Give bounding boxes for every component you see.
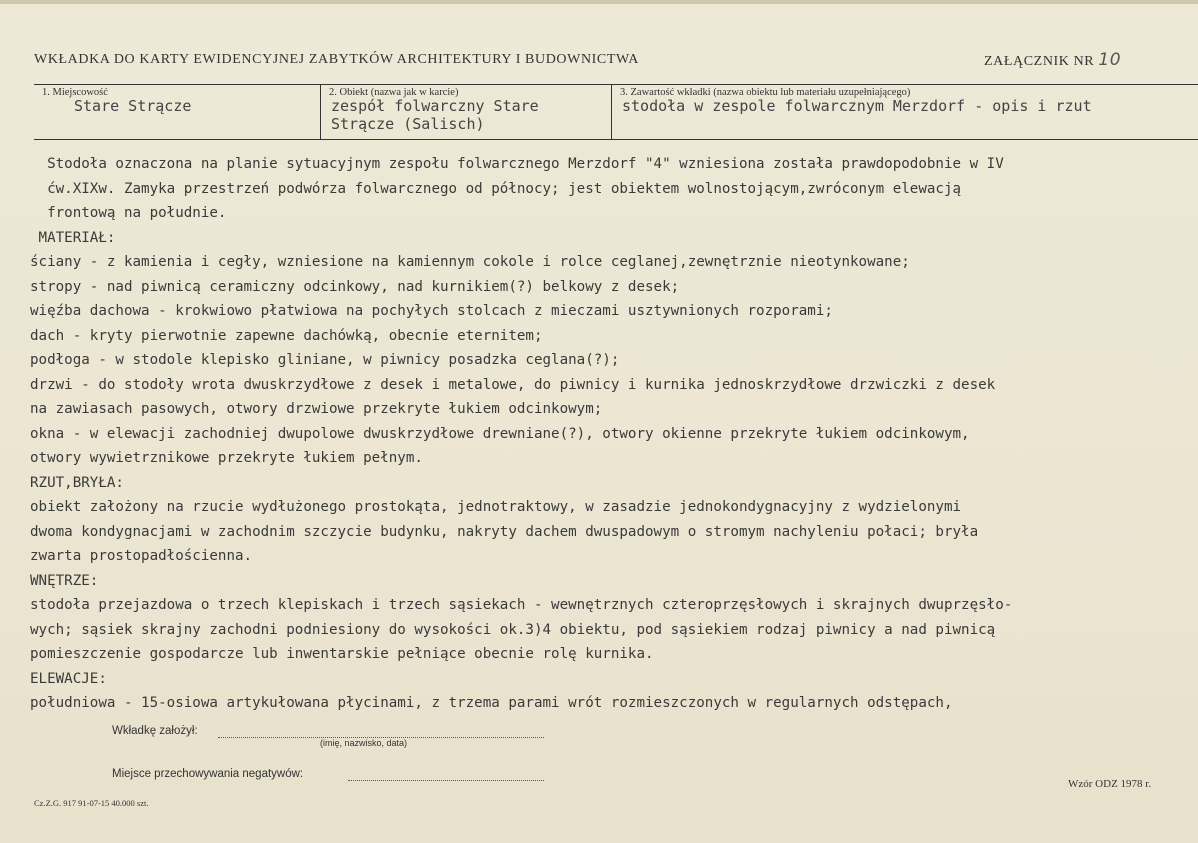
body-line: stodoła przejazdowa o trzech klepiskach i trzech sąsiekach - wewnętrznych czteroprzęsłowych i skrajnych dwuprzęsło- <box>30 597 1013 613</box>
field-locality <box>34 85 321 139</box>
body-line: RZUT,BRYŁA: <box>30 474 124 491</box>
attachment-number <box>984 50 1121 70</box>
field-content <box>612 85 1198 139</box>
body-line: wych; sąsiek skrajny zachodni podniesiony do wysokości ok.3)4 obiektu, pod sąsiekiem rodzaj piwnicy a nad piwnicą <box>30 621 996 638</box>
body-line: pomieszczenie gospodarcze lub inwentarskie pełniące obecnie rolę kurnika. <box>30 646 654 662</box>
body-line: południowa - 15-osiowa artykułowana płycinami, z trzema parami wrót rozmieszczonych w regularnych odstępach, <box>30 695 953 711</box>
body-line: MATERIAŁ: <box>30 229 116 246</box>
print-info: Cz.Z.G. 917 91-07-15 40.000 szt. <box>34 798 149 808</box>
field-content-value: stodoła w zespole folwarcznym Merzdorf - opis i rzut <box>622 97 1092 115</box>
body-line: Stodoła oznaczona na planie sytuacyjnym zespołu folwarcznego Merzdorf "4" wzniesiona została prawdopodobnie w IV <box>30 156 1004 172</box>
body-line: podłoga - w stodole klepisko gliniane, w piwnicy posadzka ceglana(?); <box>30 352 620 368</box>
form-code: Wzór ODZ 1978 r. <box>1068 778 1152 790</box>
field-object-value: zespół folwarczny Stare Strącze (Salisch) <box>331 97 539 133</box>
field-object <box>321 85 612 139</box>
body-line: ściany - z kamienia i cegły, wzniesione na kamiennym cokole i rolce ceglanej,zewnętrznie nieotynkowane; <box>30 254 910 270</box>
body-line: ćw.XIXw. Zamyka przestrzeń podwórza folwarcznego od północy; jest obiektem wolnostojącym,zwróconym elewacją <box>30 180 962 197</box>
body-line: drzwi - do stodoły wrota dwuskrzydłowe z desek i metalowe, do piwnicy i kurnika jednoskrzydłowe drzwiczki z desek <box>30 376 996 393</box>
body-line: więźba dachowa - krokwiowo płatwiowa na pochyłych stolcach z mieczami usztywnionych rozporami; <box>30 303 833 319</box>
body-text <box>30 152 1190 716</box>
body-line: obiekt założony na rzucie wydłużonego prostokąta, jednotraktowy, w zasadzie jednokondygnacyjny z wydzielonymi <box>30 499 962 515</box>
field-content-label: 3. Zawartość wkładki (nazwa obiektu lub materiału uzupełniającego) <box>620 87 911 98</box>
body-line: otwory wywietrznikowe przekryte łukiem pełnym. <box>30 450 423 466</box>
attachment-label: ZAŁĄCZNIK NR <box>984 54 1095 69</box>
field-locality-value: Stare Strącze <box>74 97 192 115</box>
body-line: dach - kryty pierwotnie zapewne dachówką, obecnie eternitem; <box>30 327 543 344</box>
inserted-by-sublabel: (imię, nazwisko, data) <box>320 738 408 748</box>
body-line: WNĘTRZE: <box>30 572 99 589</box>
body-line: na zawiasach pasowych, otwory drzwiowe przekryte łukiem odcinkowym; <box>30 401 603 417</box>
negatives-location-label: Miejsce przechowywania negatywów: <box>112 768 304 780</box>
attachment-number-value: 10 <box>1098 50 1122 70</box>
body-line: zwarta prostopadłościenna. <box>30 548 253 564</box>
body-line: dwoma kondygnacjami w zachodnim szczycie budynku, nakryty dachem dwuspadowym o stromym nachyleniu połaci; bryła <box>30 523 979 540</box>
field-locality-label: 1. Miejscowość <box>42 87 108 98</box>
field-object-label: 2. Obiekt (nazwa jak w karcie) <box>329 87 459 98</box>
body-line: stropy - nad piwnicą ceramiczny odcinkowy, nad kurnikiem(?) belkowy z desek; <box>30 278 680 295</box>
body-line: frontową na południe. <box>30 205 227 221</box>
top-edge <box>0 0 1198 4</box>
document-title: WKŁADKA DO KARTY EWIDENCYJNEJ ZABYTKÓW ARCHITEKTURY I BUDOWNICTWA <box>34 52 639 67</box>
body-line: ELEWACJE: <box>30 670 107 687</box>
body-line: okna - w elewacji zachodniej dwupolowe dwuskrzydłowe drewniane(?), otwory okienne przekryte łukiem odcinkowym, <box>30 425 970 442</box>
header-fields <box>34 84 1198 140</box>
negatives-location-line <box>348 780 544 781</box>
inserted-by-label: Wkładkę założył: <box>112 725 198 737</box>
